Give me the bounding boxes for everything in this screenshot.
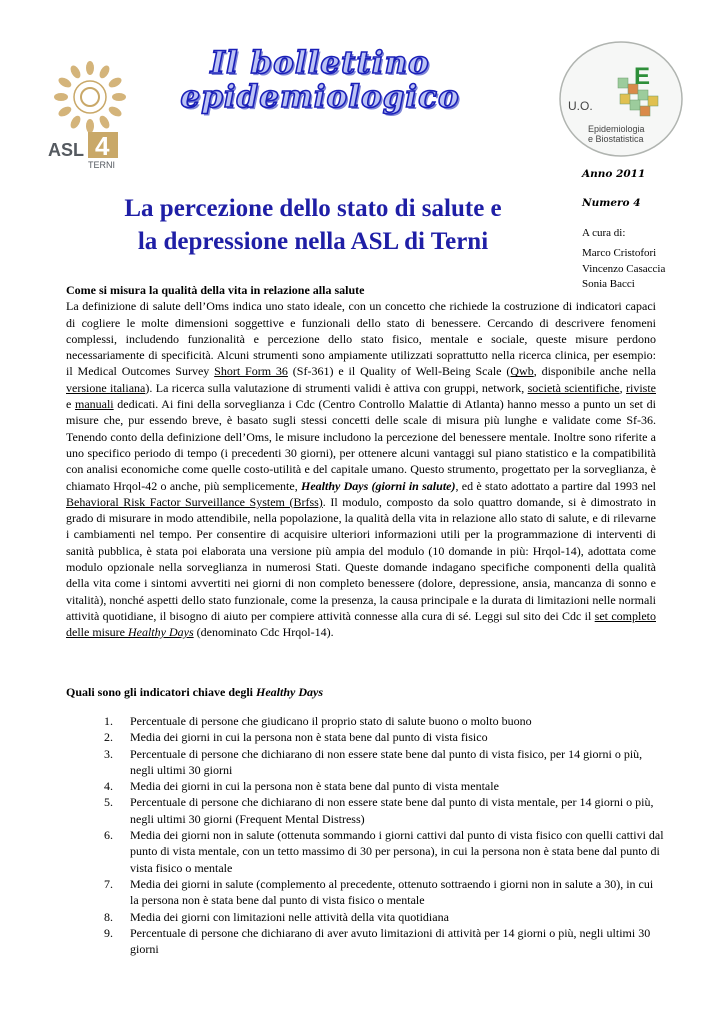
section-heading-indicators: Quali sono gli indicatori chiave degli Healthy Days bbox=[66, 685, 324, 699]
banner-line-2: epidemiologico bbox=[180, 79, 460, 115]
uo-epidemiologia-emblem-icon bbox=[558, 40, 684, 158]
section-heading: Come si misura la qualità della vita in relazione alla salute bbox=[66, 283, 365, 297]
asl-terni-logo bbox=[42, 52, 144, 170]
link-qwb[interactable]: Qwb bbox=[510, 364, 534, 379]
author-name: Marco Cristofori bbox=[582, 247, 657, 259]
banner-line-1: Il bollettino bbox=[210, 45, 430, 81]
list-item: 3. Percentuale di persone che dichiarano di non essere state bene dal punto di vista fisico, per 14 giorni o più, negli ultimi 30 giorni bbox=[104, 746, 643, 777]
link-brfss[interactable]: Behavioral Risk Factor Surveillance System (Brfss) bbox=[66, 494, 323, 509]
list-item: 7. Media dei giorni in salute (complemento al precedente, ottenuto sottraendo i giorni non in salute a 30), in cui la persona non è stata bene dal punto di vista fisico o mentale bbox=[104, 876, 654, 908]
indicators-list bbox=[104, 713, 664, 957]
page-title bbox=[66, 192, 560, 258]
healthy-days-term: Healthy Days (giorni in salute) bbox=[300, 478, 456, 493]
year-label: Anno 2011 bbox=[582, 168, 646, 180]
author-name: Vincenzo Casaccia bbox=[582, 262, 666, 275]
link-societa-scientifiche[interactable]: società scientifiche bbox=[527, 380, 620, 395]
title-line-1: La percezione dello stato di salute e bbox=[124, 195, 502, 222]
bulletin-banner bbox=[150, 46, 490, 114]
body-paragraph: La definizione di salute dell’Oms indica uno stato ideale, con un concetto che richiede la costruzione di indicatori capaci di cogliere le molte dimensioni soggettive e funzionali dello stato di benessere. Cercando di descrivere fenomeni complessi, includendo funzionalità e percezione dello stato fisico, mentale e sociale, queste misure perdono necessariamente di specificità. Alcuni strumenti sono ampiamente utilizzati soprattutto nella ricerca clinica, per esempio: il Medical Outcomes Survey Short Form 36 (Sf-361) e il Quality of Well-Being Scale (Qwb, disponibile anche nella versione italiana). La ricerca sulla valutazione di strumenti validi è attiva con gruppi, network, società scientifiche, riviste e manuali dedicati. Ai fini della sorveglianza i Cdc (Centro Controllo Malattie di Atlanta) hanno messo a punto un set di misure che, pur essendo breve, è basato sugli stessi concetti delle scale di misura più lunghe e validate come Sf-36. Tenendo conto della definizione dell’Oms, le misure includono la percezione del benessere mentale. Inoltre sono riferite a uno specifico periodo di tempo (i precedenti 30 giorni), per ottenere alcuni vantaggi sul piano statistico e la compatibilità con analisi economiche come quelle costo-utilità e del capitale umano. Questo strumento, progettato per la sorveglianza, è chiamato Hrqol-42 o anche, più semplicemente, Healthy Days (giorni in salute), ed è stato adottato a partire dal 1993 nel Behavioral Risk Factor Surveillance System (Brfss). Il modulo, composto da solo quattro domande, si è dimostrato in grado di misurare in modo attendibile, nella popolazione, la qualità della vita in relazione allo stato di salute, e di rilevarne i cambiamenti nel tempo. Per consentire di acquisire ulteriori informazioni utili per la programmazione di interventi di sanità pubblica, è stata poi elaborata una versione più ampia del modulo (10 domande in più: Hrqol-14), adottata come modulo opzionale nella sorveglianza in numerosi Stati. Queste domande indagano specifiche componenti della qualità della vita come i sintomi avvertiti nei giorni di non completo benessere (dolore, depressione, ansia, mancanza di sonno e vitalità), nonché aspetti dello stato funzionale, come la presenza, la causa principale e la durata di limitazioni nelle normali attività quotidiane, il bisogno di aiuto per compiere attività connesse alla cura di sé. Leggi sul sito dei Cdc il set completo delle misure Healthy Days (denominato Cdc Hrqol-14). bbox=[66, 299, 657, 640]
link-manuali[interactable]: manuali bbox=[74, 397, 114, 412]
edited-by-label: A cura di: bbox=[582, 227, 626, 239]
author-name: Sonia Bacci bbox=[582, 278, 635, 290]
uo-logo-line-2: e Biostatistica bbox=[588, 134, 644, 144]
link-versione-italiana[interactable]: versione italiana bbox=[66, 380, 146, 395]
list-item: 2. Media dei giorni in cui la persona non è stata bene dal punto di vista fisico bbox=[104, 730, 488, 745]
asl-logo-number: 4 bbox=[95, 131, 110, 161]
asl-logo-text: ASL bbox=[48, 140, 84, 160]
list-item: 5. Percentuale di persone che dichiarano di non essere state bene dal punto di vista mentale, per 14 giorni o più, negli ultimi 30 giorni (Frequent Mental Distress) bbox=[104, 795, 654, 826]
issue-number: Numero 4 bbox=[582, 197, 641, 209]
link-short-form-36[interactable]: Short Form 36 bbox=[214, 364, 288, 379]
uo-logo-letter: E bbox=[634, 63, 651, 90]
title-line-2: la depressione nella ASL di Terni bbox=[137, 228, 489, 255]
list-item: 1. Percentuale di persone che giudicano il proprio stato di salute buono o molto buono bbox=[104, 714, 532, 728]
list-item: 9. Percentuale di persone che dichiarano di aver avuto limitazioni di attività per 14 giorni o più, negli ultimi 30 giorni bbox=[104, 925, 651, 957]
section-quality-of-life bbox=[66, 282, 656, 641]
list-item: 4. Media dei giorni in cui la persona non è stata bene dal punto di vista mentale bbox=[104, 779, 499, 794]
link-riviste[interactable]: riviste bbox=[626, 380, 657, 395]
uo-logo-line-1: Epidemiologia bbox=[588, 124, 645, 134]
asl-logo-city: TERNI bbox=[88, 160, 115, 170]
list-item: 8. Media dei giorni con limitazioni nelle attività della vita quotidiana bbox=[104, 909, 449, 924]
uo-epidemiologia-logo bbox=[558, 40, 684, 158]
link-set-completo[interactable]: set completo delle misure Healthy Days bbox=[66, 608, 656, 640]
uo-logo-uo: U.O. bbox=[568, 99, 593, 113]
list-item: 6. Media dei giorni non in salute (ottenuta sommando i giorni cattivi dal punto di vista fisico con quelli cattivi dal punto di vista mentale, con un tetto massimo di 30 per persona), in cui la persona non è stata bene dal punto di vista fisico o mentale bbox=[104, 828, 664, 875]
asl-sunburst-icon bbox=[42, 52, 144, 170]
